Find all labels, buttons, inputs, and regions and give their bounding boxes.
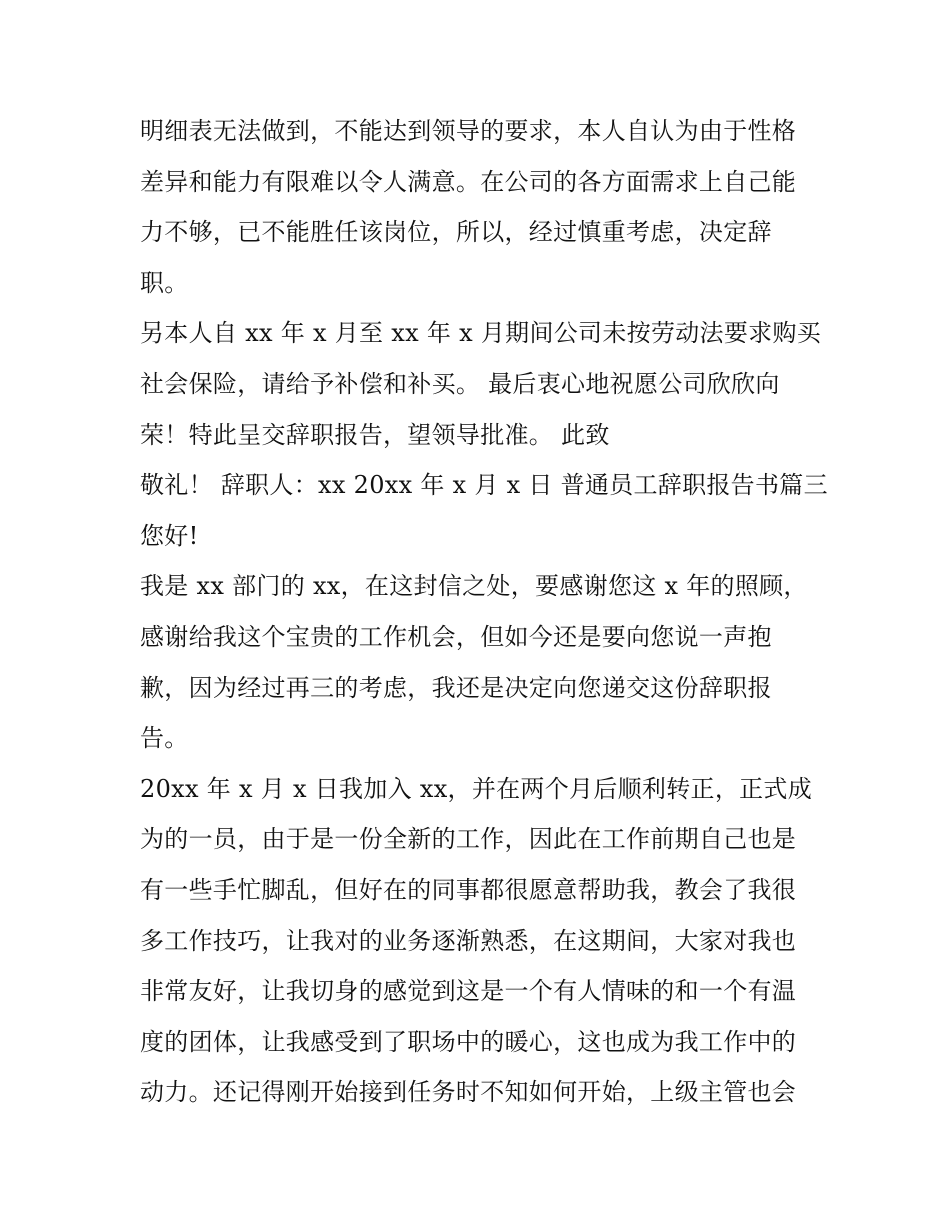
document-body: [140, 106, 828, 1118]
text-line: 敬礼！ 辞职人：xx 20xx 年 x 月 x 日 普通员工辞职报告书篇三: [140, 471, 828, 500]
text-line: 荣！特此呈交辞职报告，望领导批准。 此致: [140, 420, 610, 449]
text-line: 歉，因为经过再三的考虑，我还是决定向您递交这份辞职报: [140, 673, 772, 702]
text-line: 您好!: [140, 521, 199, 550]
text-line: 为的一员，由于是一份全新的工作，因此在工作前期自己也是: [140, 825, 797, 854]
text-line: 社会保险，请给予补偿和补买。 最后衷心地祝愿公司欣欣向: [140, 369, 780, 398]
text-line: 度的团体，让我感受到了职场中的暖心，这也成为我工作中的: [140, 1027, 797, 1056]
text-line: 感谢给我这个宝贵的工作机会，但如今还是要向您说一声抱: [140, 622, 772, 651]
text-line: 20xx 年 x 月 x 日我加入 xx，并在两个月后顺利转正，正式成: [140, 774, 813, 803]
text-line: 力不够，已不能胜任该岗位，所以，经过慎重考虑，决定辞: [140, 218, 772, 247]
text-line: 多工作技巧，让我对的业务逐渐熟悉，在这期间，大家对我也: [140, 926, 797, 955]
text-line: 差异和能力有限难以令人满意。在公司的各方面需求上自己能: [140, 167, 797, 196]
text-line: 非常友好，让我切身的感觉到这是一个有人情味的和一个有温: [140, 977, 797, 1006]
text-line: 明细表无法做到，不能达到领导的要求，本人自认为由于性格: [140, 117, 797, 145]
text-line: 职。: [140, 268, 189, 297]
text-line: 我是 xx 部门的 xx，在这封信之处，要感谢您这 x 年的照顾，: [140, 572, 808, 601]
text-line: 告。: [140, 724, 189, 753]
text-line: 动力。还记得刚开始接到任务时不知如何开始，上级主管也会: [140, 1078, 797, 1107]
text-line: 有一些手忙脚乱，但好在的同事都很愿意帮助我，教会了我很: [140, 875, 797, 904]
text-line: 另本人自 xx 年 x 月至 xx 年 x 月期间公司未按劳动法要求购买: [140, 319, 822, 348]
